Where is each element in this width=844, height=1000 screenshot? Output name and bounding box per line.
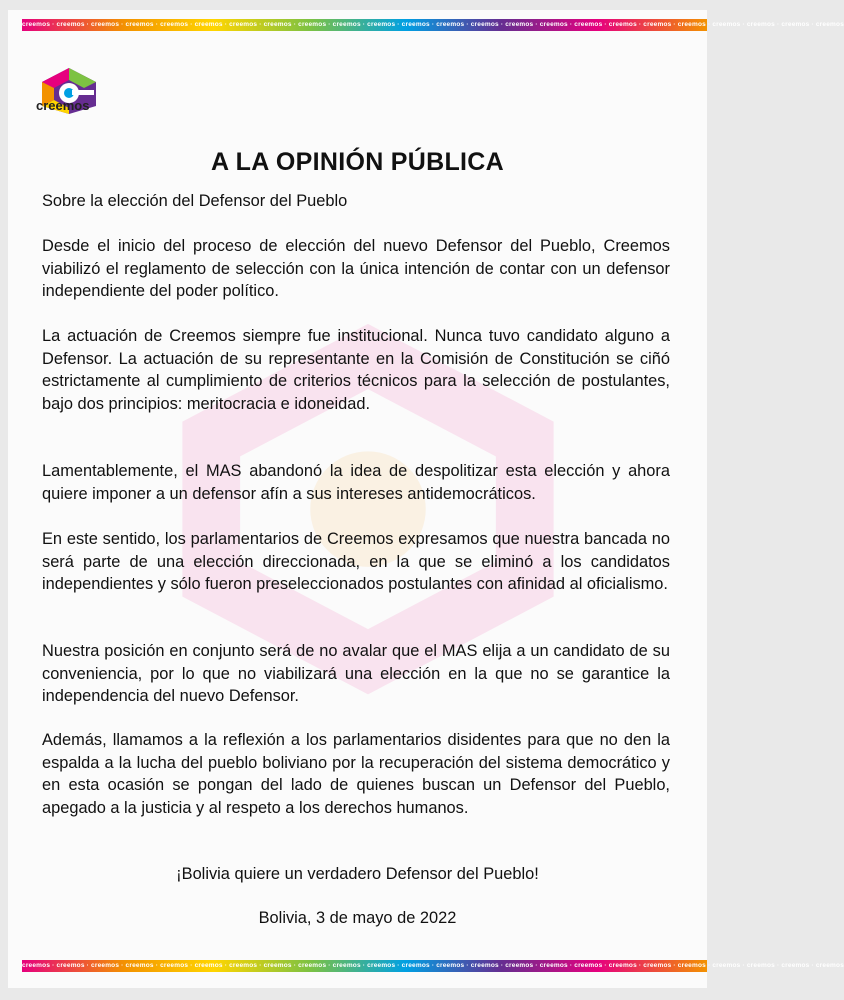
paragraph-6: Además, llamamos a la reflexión a los parlamentarios disidentes para que no den la espalda a la lucha del pueblo boliviano por la recuperación del sistema democrático y en esta ocasión se pongan del lado de quienes buscan un Defensor del Pueblo, apegado a la justicia y al respeto a los derechos humanos. — [42, 731, 670, 817]
top-stripe-text: creemos · creemos · creemos · creemos · creemos · creemos · creemos · creemos · creemos · creemos · creemos · creemos · creemos · creemos · creemos · creemos · creemos · creemos · creemos · creemos · creemos · creemos · creemos · creemos — [22, 21, 844, 28]
paragraph-3: Lamentablemente, el MAS abandonó la idea de despolitizar esta elección y ahora quiere imponer a un defensor afín a sus intereses antidemocráticos. — [42, 462, 670, 503]
document-page — [8, 10, 844, 988]
paragraph-4: En este sentido, los parlamentarios de Creemos expresamos que nuestra bancada no será parte de una elección direccionada, en la que se eliminó a los candidatos independientes y sólo fueron preseleccionados postulantes con afinidad al oficialismo. — [42, 530, 670, 593]
bottom-brand-stripe — [22, 960, 844, 972]
page-title: A LA OPINIÓN PÚBLICA — [210, 148, 505, 176]
creemos-logo-wordmark: creemos — [36, 98, 90, 113]
creemos-logo-icon — [34, 52, 104, 130]
place-and-date: Bolivia, 3 de mayo de 2022 — [258, 909, 457, 927]
paragraph-2: La actuación de Creemos siempre fue institucional. Nunca tuvo candidato alguno a Defensor. La actuación de su representante en la Comisión de Constitución se ciñó estrictamente al cumplimiento de criterios técnicos para la selección de postulantes, bajo dos principios: meritocracia e idoneidad. — [42, 327, 670, 413]
top-brand-stripe — [22, 19, 844, 31]
subject-line: Sobre la elección del Defensor del Pueblo — [42, 192, 348, 210]
closing-statement: ¡Bolivia quiere un verdadero Defensor del Pueblo! — [176, 865, 539, 883]
paragraph-5: Nuestra posición en conjunto será de no avalar que el MAS elija a un candidato de su conveniencia, por lo que no viabilizará una elección en la que no se garantice la independencia del nuevo Defensor. — [42, 642, 670, 705]
paragraph-1: Desde el inicio del proceso de elección del nuevo Defensor del Pueblo, Creemos viabilizó el reglamento de selección con la única intención de contar con un defensor independiente del poder político. — [42, 237, 670, 300]
bottom-stripe-text: creemos · creemos · creemos · creemos · creemos · creemos · creemos · creemos · creemos · creemos · creemos · creemos · creemos · creemos · creemos · creemos · creemos · creemos · creemos · creemos · creemos · creemos · creemos · creemos — [22, 962, 844, 969]
